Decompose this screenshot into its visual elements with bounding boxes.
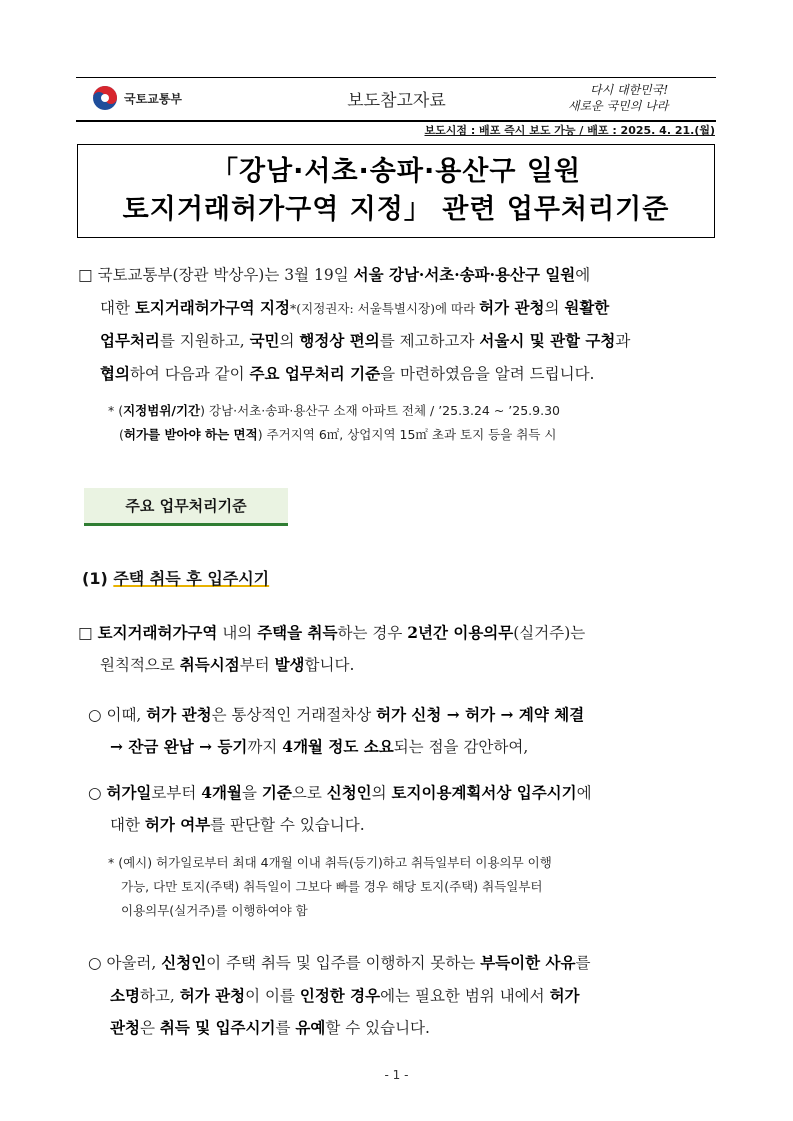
bold-span: 취득시점 [179,655,240,674]
text-span: 를 지원하고, [159,332,250,350]
text-span: 이때, [106,706,147,724]
text-span: 할 수 있습니다. [325,1019,430,1037]
bold-span: 유예 [295,1018,326,1037]
bold-span: 서울시 및 관할 구청 [479,331,616,350]
subheading [82,566,269,589]
circle-bullet: ○ [88,784,102,802]
text-span: ) 강남·서초·송파·용산구 소재 아파트 전체 / ’25.3.24 ~ ’25.9.30 [200,403,560,418]
bold-span: 허가 관청 [179,986,246,1005]
header-top-rule [76,77,716,78]
text-span: 로부터 [151,784,202,802]
bold-span: 신청인 [326,783,372,802]
bold-span: → 잔금 완납 → 등기 [110,737,248,756]
bold-span: 부득이한 사유 [480,953,576,972]
bold-span: 2년간 이용의무 [407,623,514,642]
p1-line-2 [100,650,354,680]
text-span: 에는 필요한 범위 내에서 [380,987,550,1005]
text-span: 대한 [110,816,145,834]
square-bullet: □ [78,266,93,284]
p2-line-1 [88,700,584,730]
section-label: 주요 업무처리기준 [84,488,288,526]
bold-span: 주요 업무처리 기준 [249,364,381,383]
text-span: 은 [139,1019,160,1037]
example-footnote-line-1: * (예시) 허가일로부터 최대 4개월 이내 취득(등기)하고 취득일부터 이용의무 이행 [108,855,552,870]
text-span: 까지 [247,738,283,756]
subheading-text: 주택 취득 후 입주시기 [113,569,270,588]
title-box [77,144,715,238]
intro-line-3 [100,326,630,356]
p4-line-3 [110,1013,430,1043]
text-span: 으로 [291,784,327,802]
text-span: 국토교통부(장관 박상우)는 3월 19일 [97,266,354,284]
text-span: 내의 [217,624,258,642]
p4-line-2 [110,981,580,1011]
text-span: 원칙적으로 [100,656,180,674]
intro-line-2 [100,293,609,324]
bold-span: 허가 관청 [479,298,545,317]
bold-span: 토지거래허가구역 [97,623,218,642]
text-span: 을 마련하였음을 알려 드립니다. [380,365,595,383]
bold-span: 토지이용계획서상 입주시기 [391,783,577,802]
title-line-2: 토지거래허가구역 지정」 관련 업무처리기준 [122,194,670,225]
text-span: 아울러, [106,954,162,972]
bold-span: 주택을 취득 [257,623,338,642]
bold-span: 서울 강남·서초·송파·용산구 일원 [353,265,576,284]
bold-span: 허가를 받아야 하는 면적 [123,427,258,442]
square-bullet: □ [78,624,93,642]
text-span: 하는 경우 [337,624,408,642]
bold-span: 허가 여부 [144,815,211,834]
svg-text:다시 대한민국!: 다시 대한민국! [590,83,669,97]
bold-span: 소명 [110,986,140,1005]
circle-bullet: ○ [88,706,102,724]
text-span: 를 판단할 수 있습니다. [210,816,365,834]
text-span: 은 통상적인 거래절차상 [211,706,377,724]
text-span: 의 [371,784,392,802]
bold-span: 허가 신청 → 허가 → 계약 체결 [376,705,585,724]
text-span: 의 [544,299,565,317]
text-span: 의 [279,332,300,350]
p2-line-2 [110,732,528,762]
intro-line-1 [78,260,590,290]
text-span: 에 [576,784,592,802]
example-footnote-line-2: 가능, 다만 토지(주택) 취득일이 그보다 빠를 경우 해당 토지(주택) 취득일부터 [121,879,543,894]
page-number: - 1 - [384,1068,409,1082]
title-line-1: 「강남·서초·송파·용산구 일원 [210,156,582,187]
text-span: 합니다. [304,656,355,674]
text-span: 대한 [100,299,135,317]
text-span: 되는 점을 감안하여, [393,738,529,756]
text-span: 부터 [239,656,275,674]
bold-span: 4개월 [201,783,242,802]
intro-line-4 [100,359,594,389]
bold-span: 행정상 편의 [299,331,380,350]
p3-line-2 [110,810,365,840]
bold-span: 업무처리 [100,331,160,350]
text-span: 하여 다음과 같이 [129,365,250,383]
text-span: 를 [575,954,591,972]
text-span: 을 [241,784,262,802]
text-span: 이 이를 [245,987,300,1005]
p3-line-1 [88,778,592,808]
text-span: 에 [575,266,591,284]
circle-bullet: ○ [88,954,102,972]
bold-span: 협의 [100,364,130,383]
text-span: 를 제고하고자 [379,332,480,350]
bold-span: 허가 관청 [146,705,212,724]
bold-span: 4개월 정도 소요 [282,737,394,756]
text-span: 이 주택 취득 및 입주를 이행하지 못하는 [206,954,481,972]
subheading-number: (1) [82,569,114,588]
bold-span: 기준 [261,783,292,802]
scope-footnote-line-2 [119,424,556,446]
text-span: 하고, [139,987,180,1005]
bold-span: 토지거래허가구역 지정 [134,298,291,317]
text-span: *(지정권자: 서울특별시장)에 따라 [290,301,480,316]
release-info: 보도시점 : 배포 즉시 보도 가능 / 배포 : 2025. 4. 21.(월) [424,124,715,137]
slogan-handwriting [560,80,720,114]
bold-span: 신청인 [161,953,207,972]
bold-span: 발생 [274,655,305,674]
example-footnote-line-3: 이용의무(실거주)를 이행하여야 함 [121,903,308,918]
bold-span: 관청 [110,1018,140,1037]
text-span: * ( [108,403,124,418]
text-span: (실거주)는 [513,624,586,642]
bold-span: 국민 [249,331,280,350]
bold-span: 허가 [549,986,580,1005]
svg-text:새로운 국민의 나라: 새로운 국민의 나라 [568,99,669,113]
bold-span: 지정범위/기간 [123,403,201,418]
bold-span: 허가일 [106,783,152,802]
ministry-name: 국토교통부 [124,91,182,106]
text-span: ( [119,427,124,442]
p4-line-1 [88,948,590,978]
bold-span: 원활한 [564,298,610,317]
text-span: 과 [615,332,631,350]
bold-span: 취득 및 입주시기 [159,1018,276,1037]
text-span: ) 주거지역 6㎡, 상업지역 15㎡ 초과 토지 등을 취득 시 [257,427,557,442]
p1-line-1 [78,618,585,648]
scope-footnote-line-1 [108,400,560,422]
text-span: 를 [275,1019,296,1037]
document-type: 보도참고자료 [347,91,446,111]
bold-span: 인정한 경우 [299,986,381,1005]
